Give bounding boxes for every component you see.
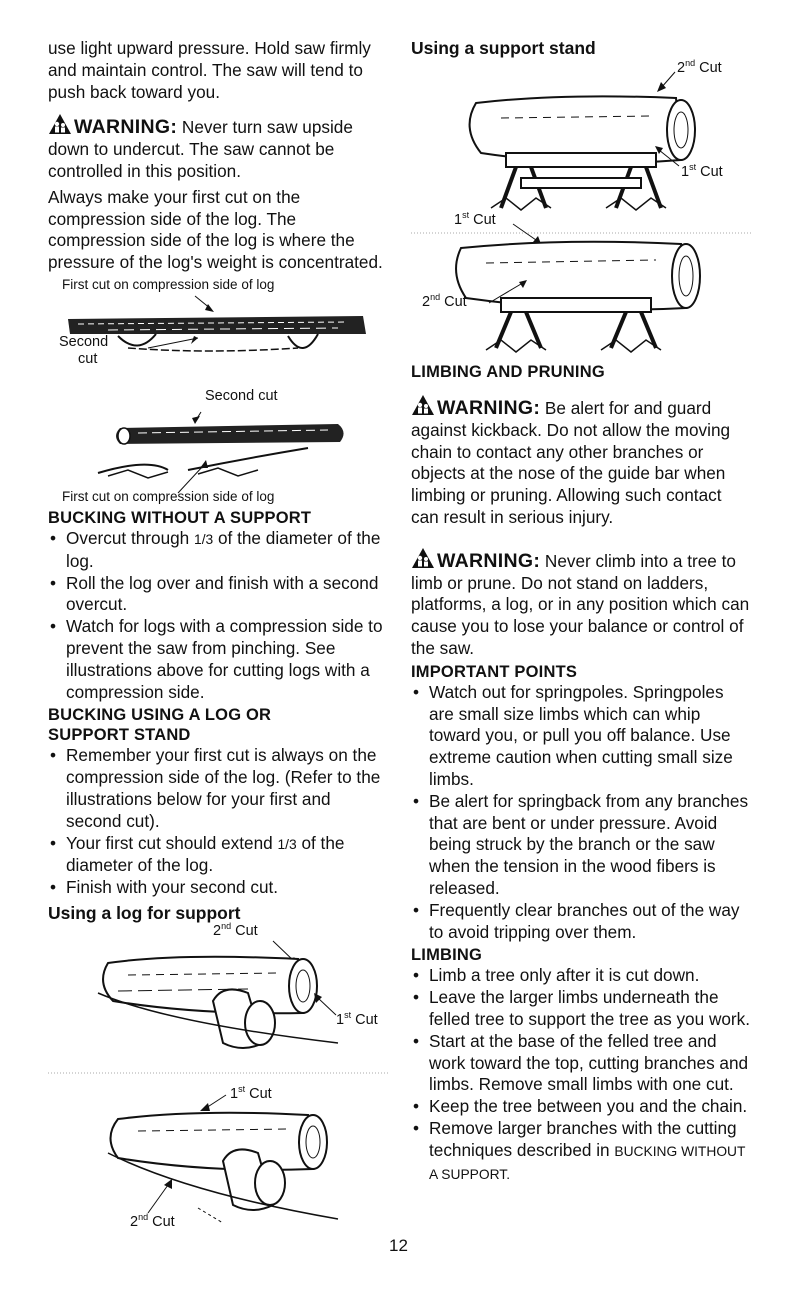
warning-label: WARNING:: [74, 116, 178, 139]
label-1st-cut-bottom: 1st Cut: [230, 1083, 272, 1102]
warning-body: Never climb into a tree to limb or prune. Do not stand on ladders, platforms, a log, or in any position which can cause you to lose your balance or control of the saw.: [411, 550, 750, 658]
list-item: • Limb a tree only after it is cut down.: [411, 965, 751, 987]
list-item: • Be alert for springback from any branches that are bent or under pressure. Avoid being struck by the branch or the saw when the tension in the wood fibers is released.: [411, 791, 751, 900]
list-item: • Watch out for springpoles. Springpoles are small size limbs which can whip toward you, or pull you off balance. Use extreme caution when cutting small size limbs.: [411, 682, 751, 791]
list-item: • Frequently clear branches out of the way to avoid tripping over them.: [411, 900, 751, 944]
list-item: • Keep the tree between you and the chain.: [411, 1096, 751, 1118]
figure-caption-2: First cut on compression side of log: [62, 488, 275, 504]
figure-compression-top: [48, 276, 388, 388]
warning-never-turn-saw: [48, 113, 388, 182]
cut-label: cut: [78, 350, 98, 367]
second-label: Second: [59, 333, 109, 350]
support-stand-illustration: [411, 58, 751, 358]
warning-kickback: [411, 394, 751, 529]
support-stand-title: Using a support stand: [411, 38, 596, 58]
label-2nd-cut-stand-top: 2nd Cut: [677, 58, 722, 76]
compression-paragraph: Always make your first cut on the compression side of the log. The compression side of the log is where the pressure of the log's weight is concentrated.: [48, 186, 383, 273]
second-cut-label: Second cut: [205, 387, 278, 404]
warning-body: Never turn saw upside down to undercut. The saw cannot be controlled in this position.: [48, 117, 353, 181]
warning-icon: [48, 113, 72, 135]
label-1st-cut-top: 1st Cut: [336, 1009, 378, 1028]
warning-icon: [411, 394, 435, 416]
limbing-pruning-title: LIMBING AND PRUNING: [411, 363, 605, 381]
label-2nd-cut-stand-bottom: 2nd Cut: [422, 292, 467, 310]
list-item: • Overcut through 1/3 of the diameter of the log.: [48, 528, 388, 573]
right-column: [411, 38, 751, 1185]
limbing-list: [411, 965, 751, 1185]
label-1st-cut-stand-top: 1st Cut: [681, 162, 723, 180]
figure-log-support: [48, 920, 388, 1263]
left-column: [48, 38, 388, 1263]
figure-support-stand: [411, 58, 751, 358]
label-1st-cut-stand-bottom: 1st Cut: [454, 210, 496, 228]
list-item: • Finish with your second cut.: [48, 877, 388, 899]
warning-body: Be alert for and guard against kickback. Do not allow the moving chain to contact any other branches or objects at the nose of the guide bar when limbing or pruning. Allowing such contact can result in serious injury.: [411, 398, 731, 527]
label-2nd-cut-top: 2nd Cut: [213, 920, 258, 939]
figure-compression-bottom: [48, 388, 388, 506]
figure-caption: First cut on compression side of log: [62, 276, 275, 292]
list-item: • Roll the log over and finish with a second overcut.: [48, 573, 388, 617]
bucking-without-support-list: [48, 528, 388, 703]
label-2nd-cut-bottom: 2nd Cut: [130, 1211, 175, 1230]
bucking-using-log-title: BUCKING USING A LOG OR SUPPORT STAND: [48, 706, 272, 745]
log-support-illustration: [48, 920, 388, 1263]
list-item: • Leave the larger limbs underneath the felled tree to support the tree as you work.: [411, 987, 751, 1031]
intro-text: use light upward pressure. Hold saw firmly and maintain control. The saw will tend to push back toward you.: [48, 38, 371, 102]
bucking-without-support-title: BUCKING WITHOUT A SUPPORT: [48, 508, 312, 527]
warning-never-climb: [411, 547, 751, 660]
list-item: • Your first cut should extend 1/3 of the diameter of the log.: [48, 833, 388, 878]
bucking-using-log-list: [48, 745, 388, 899]
limbing-title: LIMBING: [411, 946, 483, 965]
important-points-title: IMPORTANT POINTS: [411, 662, 578, 681]
list-item: • Start at the base of the felled tree and work toward the top, cutting branches and limbs. Remove small limbs with one cut.: [411, 1031, 751, 1096]
list-item: • Watch for logs with a compression side to prevent the saw from pinching. See illustrations above for cutting logs with a compression side.: [48, 616, 388, 703]
list-item: • Remove larger branches with the cutting techniques described in BUCKING WITHOUT A SUPPORT.: [411, 1118, 751, 1185]
warning-icon: [411, 547, 435, 569]
list-item: • Remember your first cut is always on the compression side of the log. (Refer to the illustrations below for your first and second cut).: [48, 745, 388, 832]
warning-label: WARNING:: [437, 397, 541, 419]
log-overhang-illustration: [48, 276, 388, 388]
log-for-support-title: Using a log for support: [48, 902, 241, 923]
page-number: 12: [389, 1236, 408, 1255]
important-points-list: [411, 682, 751, 944]
warning-label: WARNING:: [437, 549, 541, 572]
